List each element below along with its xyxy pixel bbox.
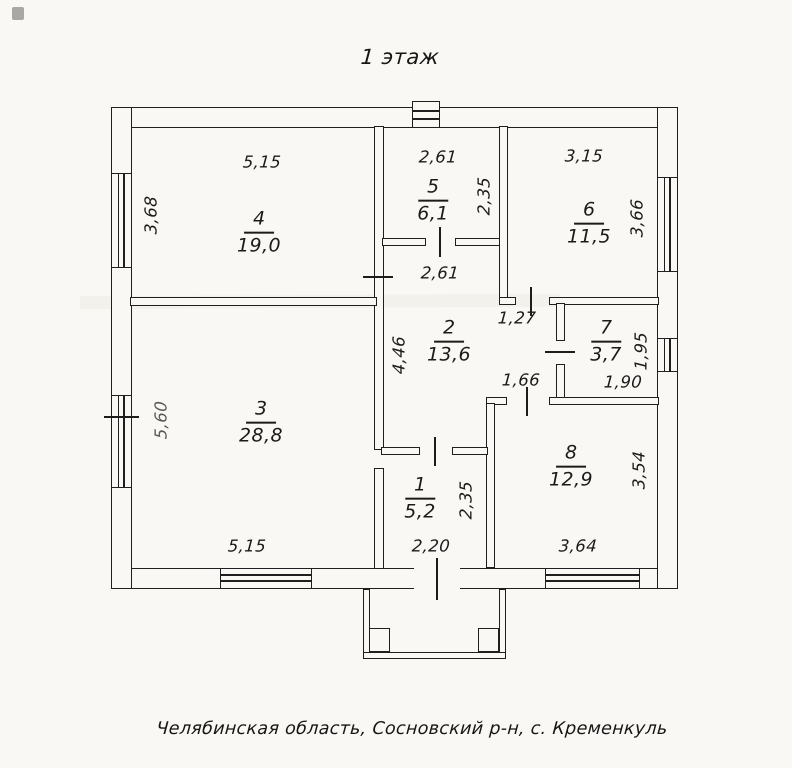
wall-room5-bottom-right [455,238,500,246]
room-4-label [237,209,281,258]
dim-hall-passage-right: 1,27 [497,308,537,328]
dim-room6-height: 3,66 [627,198,647,238]
wall-room8-top-right [549,397,659,405]
dim-room2-width: 2,61 [420,263,460,283]
wall-room4-hall [374,126,384,450]
door-tick-room7 [545,351,575,353]
door-tick-room8 [526,387,528,416]
wall-room6-bottom-left [499,297,516,305]
dim-room5-width: 2,61 [418,147,458,167]
wall-room7-left-upper [556,303,565,341]
dim-room7-height: 1,95 [631,331,651,371]
window-room6-right [657,177,678,272]
dim-room4-height: 3,68 [141,195,161,235]
wall-room7-left-lower [556,364,565,399]
wall-outer-top [111,107,678,128]
porch-pier-right [478,628,499,652]
wall-room8-room1 [486,403,495,568]
porch-pier-left [369,628,390,652]
room-3-number: 3 [246,399,276,424]
room-3-area: 28,8 [239,424,283,447]
dim-room1-width: 2,20 [411,536,451,556]
room-8-label [549,443,593,492]
address-caption: Челябинская область, Сосновский р-н, с. Кременкуль [155,719,669,739]
scan-blot [12,7,24,20]
dim-room5-height: 2,35 [474,176,494,216]
wall-room5-bottom-left [382,238,426,246]
dim-room7-width: 1,90 [603,372,643,392]
dim-room2-height: 4,46 [389,335,409,375]
room-7-label [590,318,621,367]
door-tick-entrance [436,558,438,600]
wall-room4-room3 [130,297,377,306]
room-1-area: 5,2 [404,500,436,523]
dim-room8-height: 3,54 [629,450,649,490]
door-tick-room4 [363,276,393,278]
porch-wall-bottom [363,652,506,659]
room-6-label [567,200,611,249]
room-1-number: 1 [405,475,435,500]
wall-room1-top-right [452,447,488,455]
door-tick-room5 [439,227,441,257]
dim-hall-passage-bottom: 1,66 [501,370,541,390]
room-7-area: 3,7 [590,343,622,366]
room-7-number: 7 [591,318,621,343]
room-2-label [427,318,471,367]
dim-room3-height: 5,60 [151,400,171,440]
wall-room3-hall-lower [374,468,384,569]
door-tick-room1 [434,437,436,466]
dim-tick-left-window [104,416,139,418]
room-2-number: 2 [434,318,464,343]
chimney-vent [412,101,440,128]
room-6-number: 6 [574,200,604,225]
room-5-label [417,177,448,226]
room-4-number: 4 [244,209,274,234]
dim-room6-width: 3,15 [564,146,604,166]
wall-room6-bottom-right [549,297,659,305]
room-5-number: 5 [418,177,448,202]
room-8-area: 12,9 [549,468,593,491]
floor-title: 1 этаж [359,45,441,69]
dim-room8-width: 3,64 [558,536,598,556]
window-room3-bottom [220,568,312,589]
wall-room1-top-left [381,447,420,455]
room-8-number: 8 [556,443,586,468]
dim-room1-height: 2,35 [456,480,476,520]
dim-room4-width: 5,15 [242,152,282,172]
room-4-area: 19,0 [237,234,281,257]
dim-room3-width: 5,15 [227,536,267,556]
room-1-label [404,475,435,524]
wall-room5-room6 [499,126,508,305]
room-5-area: 6,1 [417,202,449,225]
porch-wall-right [499,589,506,659]
room-6-area: 11,5 [567,225,611,248]
window-room3-left [111,395,132,488]
window-room7-right [657,338,678,372]
window-room4-left [111,173,132,268]
room-2-area: 13,6 [427,343,471,366]
window-room8-bottom [545,568,640,589]
room-3-label [239,399,283,448]
